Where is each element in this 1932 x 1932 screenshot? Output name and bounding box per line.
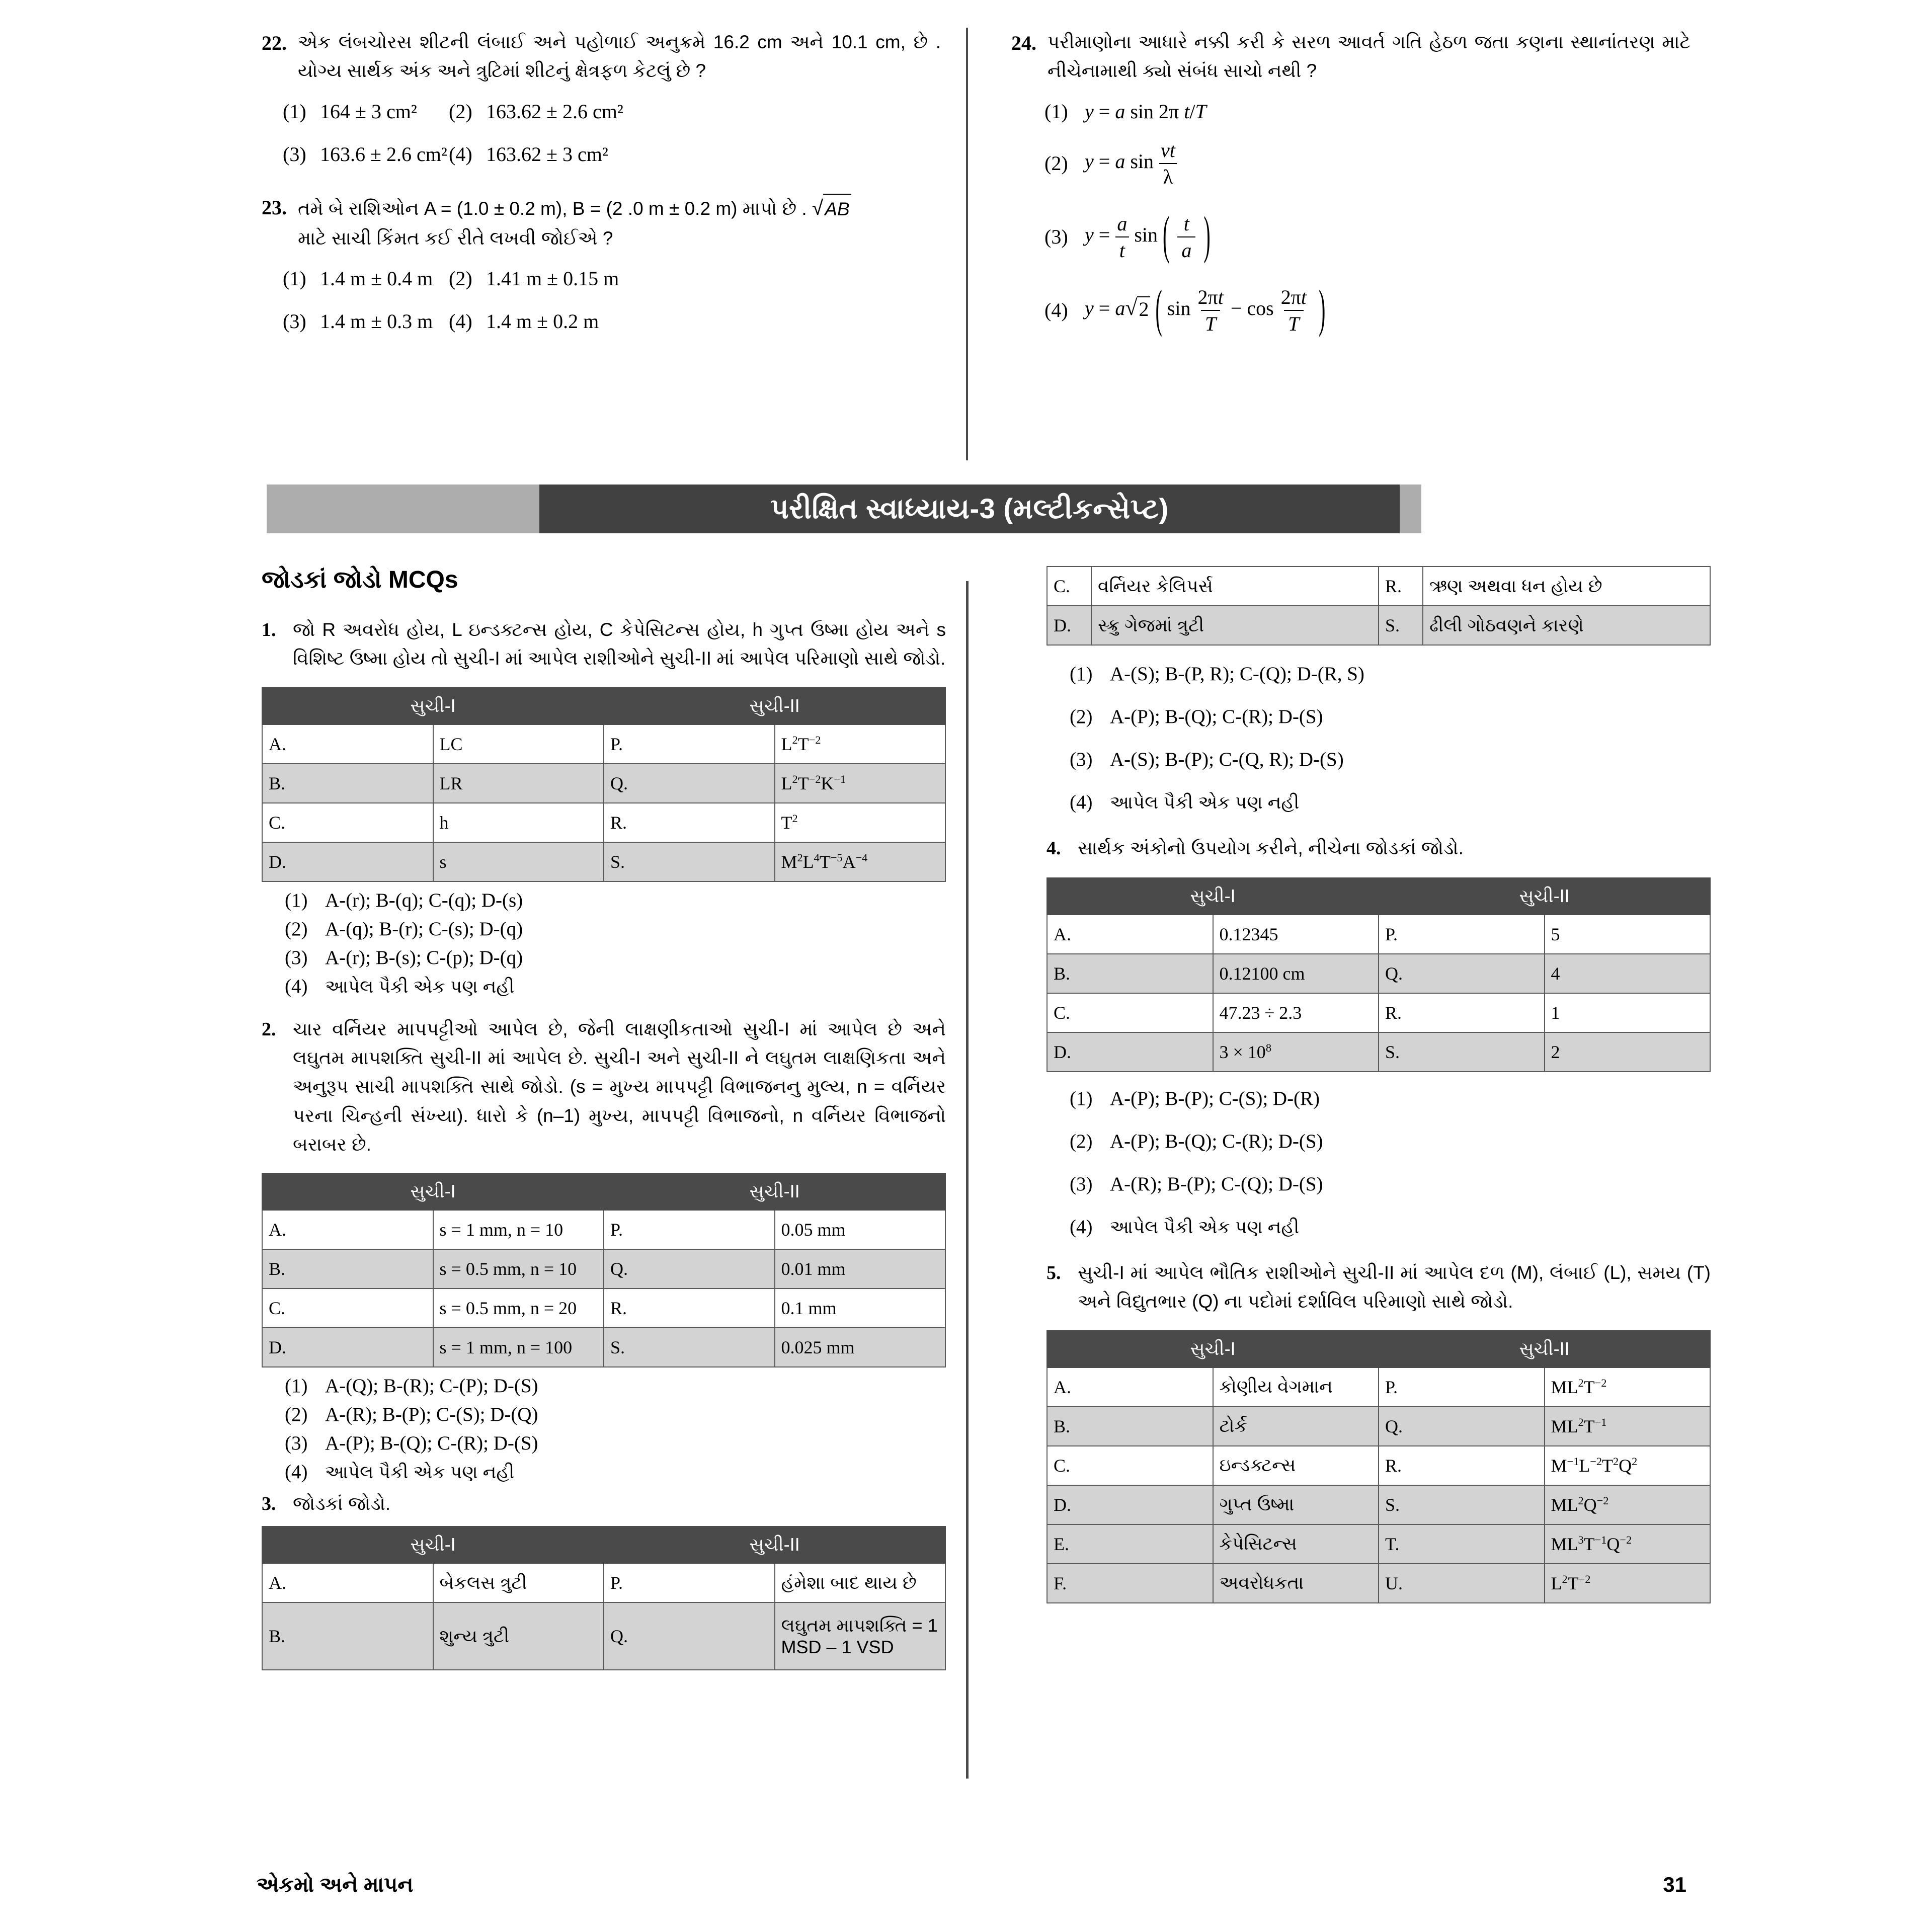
question-3 [262,1489,946,1519]
table-row [1047,606,1710,645]
row-key: C. [1047,567,1091,606]
table-row [1047,1407,1710,1446]
banner-left-gray-block [267,485,539,533]
option-row[interactable] [449,267,941,290]
row-left-value: LC [433,725,604,764]
question-4 [1046,834,1711,863]
option-label: A-(P); B-(Q); C-(R); D-(S) [1110,1130,1323,1152]
table-row [262,1563,945,1602]
section-banner [267,485,1421,533]
question-3-match-table [262,1526,946,1670]
question-4-number: 4. [1046,838,1061,859]
top-right-column [1011,28,1691,351]
row-key: D. [262,1328,433,1367]
row-right-key: P. [1379,1367,1545,1407]
question-24-text: પરીમાણોના આધારે નક્કી કરી કે સરળ આવર્ત ગતિ હેઠળ જતા કણના સ્થાનાંતરણ માટે નીચેનામાથી ક્યો સંબંધ સાચો નથી ? [1048,32,1691,82]
question-23-text-post: માટે સાચી કિંમત કઈ રીતે લખવી જોઈએ ? [298,227,613,249]
option-number: (3) [283,142,306,166]
option-label: A-(r); B-(s); C-(p); D-(q) [325,946,523,969]
row-key: E. [1047,1524,1213,1564]
option-row[interactable] [1070,663,1711,685]
question-22-number: 22. [262,32,287,54]
row-right-value: $ML^2Q^{-2}$ [1545,1485,1711,1524]
row-right-value: ઋણ અથવા ધન હોય છે [1423,567,1710,606]
option-number: (1) [283,100,306,123]
question-4-options [1070,1087,1711,1238]
table-row [1047,1446,1710,1485]
row-left-value: LR [433,764,604,803]
footer-page-number: 31 [1663,1873,1686,1896]
column-divider-top [966,28,968,460]
option-formula-4: y = a √ 2 ( sin $\frac{2\pi t}{T}$ − cos $\frac{2\pi t}{T}$ ) [1085,278,1326,338]
row-right-key: S. [1379,1032,1545,1072]
row-right-key: R. [1379,567,1423,606]
row-key: B. [262,764,433,803]
row-right-value: 0.01 mm [775,1249,946,1289]
column-header-list2: સુચી-II [604,1526,945,1563]
sqrt-ab-expression: √ AB [812,192,851,224]
table-row [1047,915,1710,954]
row-key: C. [262,803,433,842]
row-right-value: $L^2T^{-2}$ [775,725,946,764]
option-row[interactable] [1044,138,1691,189]
row-right-key: P. [1379,915,1545,954]
option-row[interactable] [285,1403,946,1426]
row-right-key: P. [604,725,775,764]
row-right-value: 1 [1545,993,1711,1032]
column-divider-main [966,581,969,1779]
option-row[interactable] [449,100,941,123]
option-row[interactable] [1044,205,1691,264]
option-number: (4) [1044,299,1068,322]
question-3-match-table-continued [1046,566,1711,646]
row-right-key: S. [1379,606,1423,645]
option-row[interactable] [449,142,941,166]
row-right-value: $L^2T^{-2}K^{-1}$ [775,764,946,803]
table-row [1047,1367,1710,1407]
option-number: (2) [449,267,472,290]
column-header-list1: સુચી-I [262,1173,604,1210]
table-header-row [262,1173,945,1210]
question-23-number: 23. [262,196,287,219]
question-23-text [298,192,941,253]
option-formula-3: y = $\frac{a}{t}$ sin ( $\frac{t}{a}$ ) [1085,205,1211,264]
question-1-match-table [262,687,946,882]
row-right-value: 0.025 mm [775,1328,946,1367]
question-4-match-table [1046,877,1711,1072]
row-left-value: s = 1 mm, n = 10 [433,1210,604,1249]
row-left-value: સ્ક્રુ ગેજમાં ત્રુટી [1091,606,1379,645]
option-label: 1.4 m ± 0.3 m [320,310,433,333]
row-right-value: $ML^2T^{-2}$ [1545,1367,1711,1407]
row-key: B. [1047,954,1213,993]
row-key: D. [262,842,433,881]
option-row[interactable] [285,1461,946,1483]
row-key: C. [1047,993,1213,1032]
option-label: આપેલ પૈકી એક પણ નહી [1110,1216,1300,1237]
table-row [1047,1032,1710,1072]
option-row[interactable] [1070,791,1711,814]
option-number: (3) [285,946,308,969]
row-right-key: S. [604,842,775,881]
question-1-options [285,889,946,998]
row-right-key: R. [604,1289,775,1328]
row-right-key: Q. [1379,1407,1545,1446]
question-22 [262,28,941,86]
option-row[interactable] [283,309,449,333]
table-header-row [262,688,945,725]
row-right-key: S. [604,1328,775,1367]
option-number: (4) [1070,1216,1093,1238]
column-header-list1: સુચી-I [262,1526,604,1563]
row-right-key: T. [1379,1524,1545,1564]
row-right-key: U. [1379,1564,1545,1603]
row-left-value: s = 1 mm, n = 100 [433,1328,604,1367]
footer-chapter-title: એકમો અને માપન [257,1873,414,1896]
row-left-value: 0.12100 cm [1213,954,1379,993]
row-right-key: R. [604,803,775,842]
row-right-key: S. [1379,1485,1545,1524]
option-row[interactable] [1070,1087,1711,1110]
table-row [1047,1564,1710,1603]
option-number: (2) [285,918,308,940]
column-header-list2: સુચી-II [1379,1331,1710,1367]
option-row[interactable] [285,975,946,998]
row-left-value: શુન્ય ત્રુટી [433,1602,604,1670]
option-label: A-(R); B-(P); C-(S); D-(Q) [325,1404,538,1426]
table-row [1047,1485,1710,1524]
question-3-number: 3. [262,1493,276,1515]
row-left-value: કેપેસિટન્સ [1213,1524,1379,1564]
option-label: A-(q); B-(r); C-(s); D-(q) [325,918,523,940]
option-row[interactable] [283,267,449,290]
row-key: D. [1047,1485,1213,1524]
option-number: (3) [1044,225,1068,249]
option-number: (1) [1044,100,1068,123]
option-label: 1.4 m ± 0.2 m [486,310,599,333]
table-row [262,842,945,881]
table-header-row [1047,1331,1710,1367]
option-number: (4) [449,310,472,333]
row-key: C. [1047,1446,1213,1485]
column-header-list1: સુચી-I [1047,878,1379,915]
row-left-value: કોણીય વેગમાન [1213,1367,1379,1407]
row-right-key: Q. [604,1249,775,1289]
option-row[interactable] [1070,748,1711,771]
row-key: B. [262,1249,433,1289]
row-right-key: Q. [604,764,775,803]
option-number: (3) [285,1432,308,1455]
row-left-value: s = 0.5 mm, n = 10 [433,1249,604,1289]
row-right-value: $ML^2T^{-1}$ [1545,1407,1711,1446]
question-5-match-table [1046,1330,1711,1603]
option-label: A-(P); B-(Q); C-(R); D-(S) [1110,706,1323,728]
option-label: A-(r); B-(q); C-(q); D-(s) [325,889,523,911]
row-left-value: s = 0.5 mm, n = 20 [433,1289,604,1328]
option-row[interactable] [283,142,449,166]
option-row[interactable] [1070,1173,1711,1195]
option-label: 1.4 m ± 0.4 m [320,267,433,290]
column-header-list1: સુચી-I [1047,1331,1379,1367]
table-row [1047,954,1710,993]
table-row [1047,1524,1710,1564]
row-right-key: Q. [1379,954,1545,993]
question-2-options [285,1375,946,1483]
row-right-value: $M^2L^4T^{-5}A^{-4}$ [775,842,946,881]
option-label: આપેલ પૈકી એક પણ નહી [325,1462,515,1483]
table-row [262,1602,945,1670]
question-24-number: 24. [1011,32,1036,54]
row-key: D. [1047,606,1091,645]
row-right-value: હંમેશા બાદ થાય છે [775,1563,946,1602]
option-number: (4) [285,975,308,997]
option-formula-2: y = a sin $\frac{vt}{\lambda}$ [1085,138,1182,189]
question-23-options [283,267,941,333]
option-number: (2) [1070,1130,1093,1152]
option-number: (2) [1070,706,1093,728]
option-label: A-(P); B-(P); C-(S); D-(R) [1110,1087,1320,1109]
top-two-column-region [0,0,1932,468]
question-3-options [1070,663,1711,814]
option-row[interactable] [283,100,449,123]
row-left-value: $3 \times 10^8$ [1213,1032,1379,1072]
row-right-value: લઘુતમ માપશક્તિ = 1 MSD – 1 VSD [775,1602,946,1670]
row-left-value: h [433,803,604,842]
table-row [262,1210,945,1249]
option-number: (3) [1070,1173,1093,1195]
question-5-number: 5. [1046,1262,1061,1283]
row-right-value: $L^2T^{-2}$ [1545,1564,1711,1603]
option-row[interactable] [449,309,941,333]
option-row[interactable] [285,918,946,940]
row-right-value: $T^2$ [775,803,946,842]
option-row[interactable] [1070,1216,1711,1238]
option-number: (1) [1070,1087,1093,1109]
option-formula-1: y = a sin 2π t/T [1085,100,1206,123]
option-label: આપેલ પૈકી એક પણ નહી [325,976,515,997]
row-key: A. [262,1210,433,1249]
option-label: A-(R); B-(P); C-(Q); D-(S) [1110,1173,1323,1195]
question-1 [262,615,946,673]
option-label: A-(S); B-(P); C-(Q, R); D-(S) [1110,749,1344,770]
option-row[interactable] [285,1375,946,1397]
row-left-value: 0.12345 [1213,915,1379,954]
mcq-section-heading: જોડકાં જોડો MCQs [262,567,458,593]
question-2-text: ચાર વર્નિયર માપપટ્ટીઓ આપેલ છે, જેની લાક્ષણીકતાઓ સુચી-I માં આપેલ છે અને લઘુતમ માપશક્તિ સુચી-II માં આપેલ છે. સુચી-I અને સુચી-II ને લઘુતમ લાક્ષણિકતા અને અનુરૂપ સાચી માપશક્તિ સાથે જોડો. (s = મુખ્ય માપપટ્ટી વિભાજનનુ મુલ્ય, n = વર્નિયર પરના ચિન્હની સંખ્યા). ધારો કે (n–1) મુખ્ય, માપપટ્ટી વિભાજનો, n વર્નિયર વિભાજનો બરાબર છે. [293,1018,946,1155]
row-left-value: ગુપ્ત ઉષ્મા [1213,1485,1379,1524]
column-header-list1: સુચી-I [262,688,604,725]
option-label: 164 ± 3 cm² [320,100,417,123]
row-right-value: 0.05 mm [775,1210,946,1249]
question-22-text: એક લંબચોરસ શીટની લંબાઈ અને પહોળાઈ અનુક્રમે 16.2 cm અને 10.1 cm, છે . યોગ્ય સાર્થક અંક અને ત્રુટિમાં શીટનું ક્ષેત્રફળ કેટલું છે ? [298,32,941,82]
option-number: (1) [285,889,308,911]
row-left-value: 47.23 ÷ 2.3 [1213,993,1379,1032]
main-right-column [1046,566,1711,1611]
option-row[interactable] [1044,100,1691,123]
table-row [262,764,945,803]
question-23-text-pre: તમે બે રાશિઓન A = (1.0 ± 0.2 m), B = (2 .0 m ± 0.2 m) માપો છે . [298,198,807,219]
option-row[interactable] [285,1432,946,1455]
question-22-options [283,100,941,166]
option-number: (2) [1044,152,1068,175]
option-number: (2) [449,100,472,123]
table-header-row [1047,878,1710,915]
row-key: F. [1047,1564,1213,1603]
option-row[interactable] [1070,1130,1711,1153]
question-1-number: 1. [262,619,276,640]
row-right-key: P. [604,1210,775,1249]
table-row [262,1328,945,1367]
question-1-text: જો R અવરોધ હોય, L ઇન્ડક્ટન્સ હોય, C કેપેસિટન્સ હોય, h ગુપ્ત ઉષ્મા હોય અને s વિશિષ્ટ ઉષ્મા હોય તો સુચી-I માં આપેલ રાશીઓને સુચી-II માં આપેલ પરિમાણો સાથે જોડો. [293,619,946,669]
question-2-match-table [262,1173,946,1367]
banner-right-gray-block [1400,485,1421,533]
option-row[interactable] [285,946,946,969]
row-right-value: 5 [1545,915,1711,954]
row-left-value: ઇન્ડક્ટન્સ [1213,1446,1379,1485]
row-key: C. [262,1289,433,1328]
row-right-value: $ML^3T^{-1}Q^{-2}$ [1545,1524,1711,1564]
option-label: A-(Q); B-(R); C-(P); D-(S) [325,1375,538,1397]
row-right-value: 2 [1545,1032,1711,1072]
option-row[interactable] [285,889,946,912]
question-3-text: જોડકાં જોડો. [293,1493,391,1514]
row-key: A. [262,725,433,764]
row-key: D. [1047,1032,1213,1072]
row-right-key: Q. [604,1602,775,1670]
option-number: (1) [283,267,306,290]
question-2 [262,1015,946,1159]
table-row [262,1249,945,1289]
table-row [262,1289,945,1328]
row-left-value: બેકલસ ત્રુટી [433,1563,604,1602]
option-number: (4) [1070,791,1093,813]
row-right-value: 4 [1545,954,1711,993]
row-right-value: ઢીલી ગોઠવણને કારણે [1423,606,1710,645]
option-number: (3) [1070,749,1093,770]
question-5 [1046,1258,1711,1316]
option-number: (4) [285,1461,308,1483]
question-4-text: સાર્થક અંકોનો ઉપયોગ કરીને, નીચેના જોડકાં જોડો. [1078,838,1464,858]
page-footer [0,1873,1932,1903]
table-row [262,803,945,842]
row-left-value: વર્નિયર કેલિપર્સ [1091,567,1379,606]
row-left-value: s [433,842,604,881]
option-number: (1) [285,1375,308,1397]
option-label: A-(S); B-(P, R); C-(Q); D-(R, S) [1110,663,1364,685]
row-right-key: R. [1379,993,1545,1032]
row-right-value: $M^{-1}L^{-2}T^2Q^2$ [1545,1446,1711,1485]
option-label: A-(P); B-(Q); C-(R); D-(S) [325,1432,538,1455]
table-header-row [262,1526,945,1563]
row-right-key: R. [1379,1446,1545,1485]
banner-dark-block [539,485,1400,533]
option-label: 163.62 ± 3 cm² [486,142,608,166]
option-row[interactable] [1070,705,1711,728]
option-number: (2) [285,1404,308,1426]
column-header-list2: સુચી-II [1379,878,1710,915]
main-left-column [262,566,946,1677]
option-number: (1) [1070,663,1093,685]
row-key: A. [1047,915,1213,954]
row-right-value: 0.1 mm [775,1289,946,1328]
option-label: 163.62 ± 2.6 cm² [486,100,623,123]
option-label: આપેલ પૈકી એક પણ નહી [1110,792,1300,813]
option-number: (4) [449,142,472,166]
table-row [1047,993,1710,1032]
row-key: B. [262,1602,433,1670]
row-key: A. [262,1563,433,1602]
question-24-options [1044,100,1691,336]
question-24 [1011,28,1691,86]
table-row [1047,567,1710,606]
row-key: A. [1047,1367,1213,1407]
option-label: 1.41 m ± 0.15 m [486,267,619,290]
top-left-column [262,28,941,333]
row-key: B. [1047,1407,1213,1446]
question-2-number: 2. [262,1018,276,1040]
row-left-value: અવરોધકતા [1213,1564,1379,1603]
banner-title: પરીક્ષિત સ્વાધ્યાય-3 (મલ્ટીકન્સેપ્ટ) [770,493,1169,524]
column-header-list2: સુચી-II [604,1173,945,1210]
row-left-value: ટોર્ક [1213,1407,1379,1446]
option-row[interactable] [1044,278,1691,338]
row-right-key: P. [604,1563,775,1602]
option-number: (3) [283,310,306,333]
table-row [262,725,945,764]
question-23 [262,192,941,253]
question-5-text: સુચી-I માં આપેલ ભૌતિક રાશીઓને સુચી-II માં આપેલ દળ (M), લંબાઈ (L), સમય (T) અને વિદ્યુતભાર (Q) ના પદોમાં દર્શાવિલ પરિમાણો સાથે જોડો. [1078,1262,1711,1312]
column-header-list2: સુચી-II [604,688,945,725]
option-label: 163.6 ± 2.6 cm² [320,142,447,166]
